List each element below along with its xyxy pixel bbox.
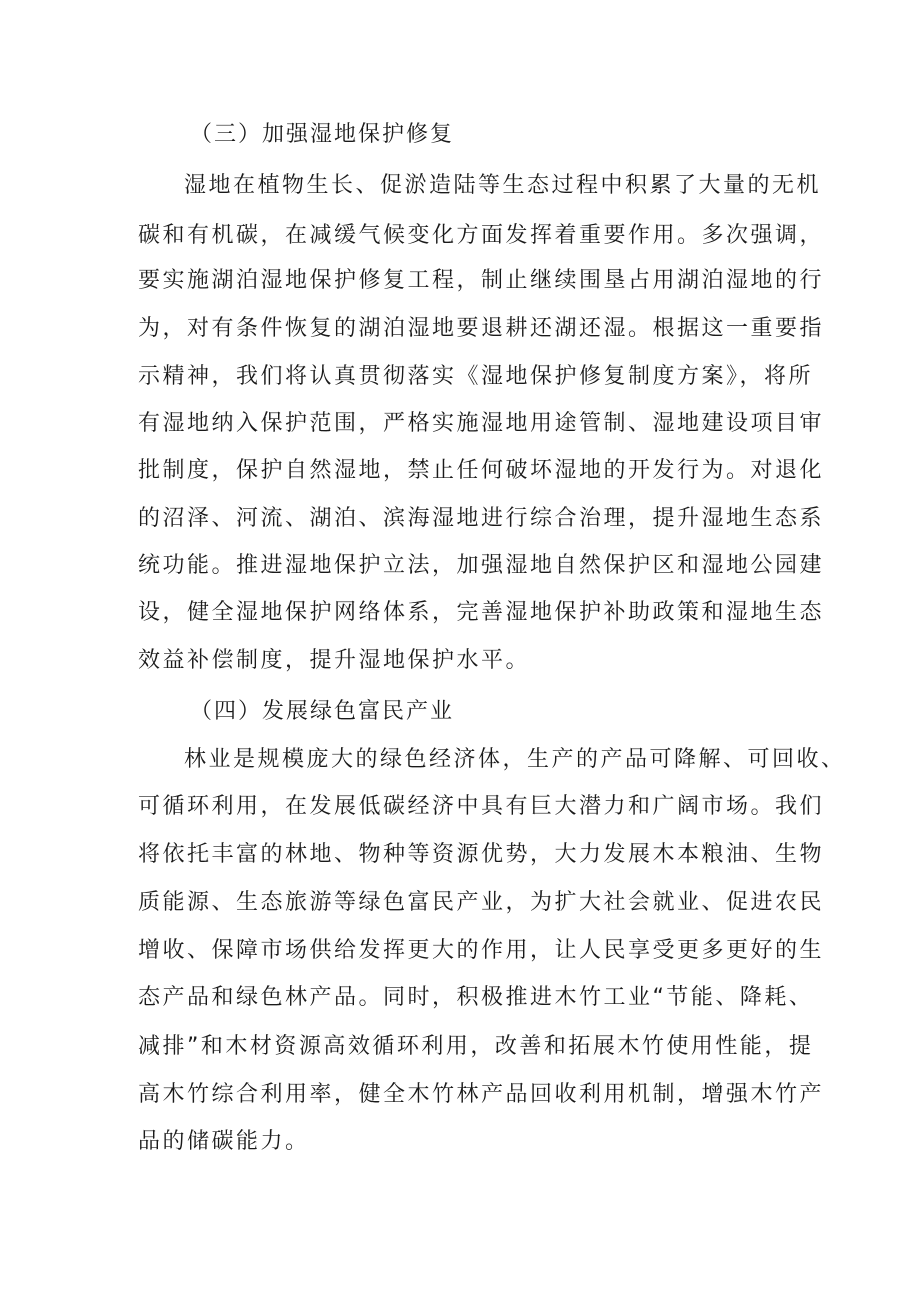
paragraph-line: 设，健全湿地保护网络体系，完善湿地保护补助政策和湿地生态 (138, 600, 825, 625)
paragraph-line: 品的储碳能力。 (138, 1129, 310, 1154)
paragraph-line: 湿地在植物生长、促淤造陆等生态过程中积累了大量的无机 (184, 173, 822, 198)
paragraph-line: 有湿地纳入保护范围，严格实施湿地用途管制、湿地建设项目审 (138, 411, 825, 436)
section-heading: （四）发展绿色富民产业 (190, 699, 455, 724)
section-heading: （三）加强湿地保护修复 (190, 122, 455, 147)
paragraph-line: 示精神，我们将认真贯彻落实《湿地保护修复制度方案》，将所 (138, 364, 814, 389)
paragraph-line: 林业是规模庞大的绿色经济体，生产的产品可降解、可回收、 (184, 747, 846, 772)
paragraph-line: 可循环利用，在发展低碳经济中具有巨大潜力和广阔市场。我们 (138, 794, 825, 819)
paragraph-line: 批制度，保护自然湿地，禁止任何破坏湿地的开发行为。对退化 (138, 458, 825, 483)
paragraph-line: 质能源、生态旅游等绿色富民产业，为扩大社会就业、促进农民 (138, 890, 825, 915)
paragraph-line: 态产品和绿色林产品。同时，积极推进木竹工业“节能、降耗、 (138, 985, 814, 1010)
paragraph-line: 的沼泽、河流、湖泊、滨海湿地进行综合治理，提升湿地生态系 (138, 506, 825, 531)
paragraph-line: 碳和有机碳，在减缓气候变化方面发挥着重要作用。多次强调， (138, 223, 825, 248)
paragraph-line: 增收、保障市场供给发挥更大的作用，让人民享受更多更好的生 (138, 938, 825, 963)
paragraph-line: 将依托丰富的林地、物种等资源优势，大力发展木本粮油、生物 (138, 842, 825, 867)
paragraph-line: 为，对有条件恢复的湖泊湿地要退耕还湖还湿。根据这一重要指 (138, 316, 825, 341)
paragraph-line: 减排”和木材资源高效循环利用，改善和拓展木竹使用性能，提 (138, 1034, 814, 1059)
paragraph-line: 高木竹综合利用率，健全木竹林产品回收利用机制，增强木竹产 (138, 1082, 825, 1107)
paragraph-line: 效益补偿制度，提升湿地保护水平。 (138, 648, 531, 673)
paragraph-line: 统功能。推进湿地保护立法，加强湿地自然保护区和湿地公园建 (138, 553, 825, 578)
paragraph-line: 要实施湖泊湿地保护修复工程，制止继续围垦占用湖泊湿地的行 (138, 268, 825, 293)
